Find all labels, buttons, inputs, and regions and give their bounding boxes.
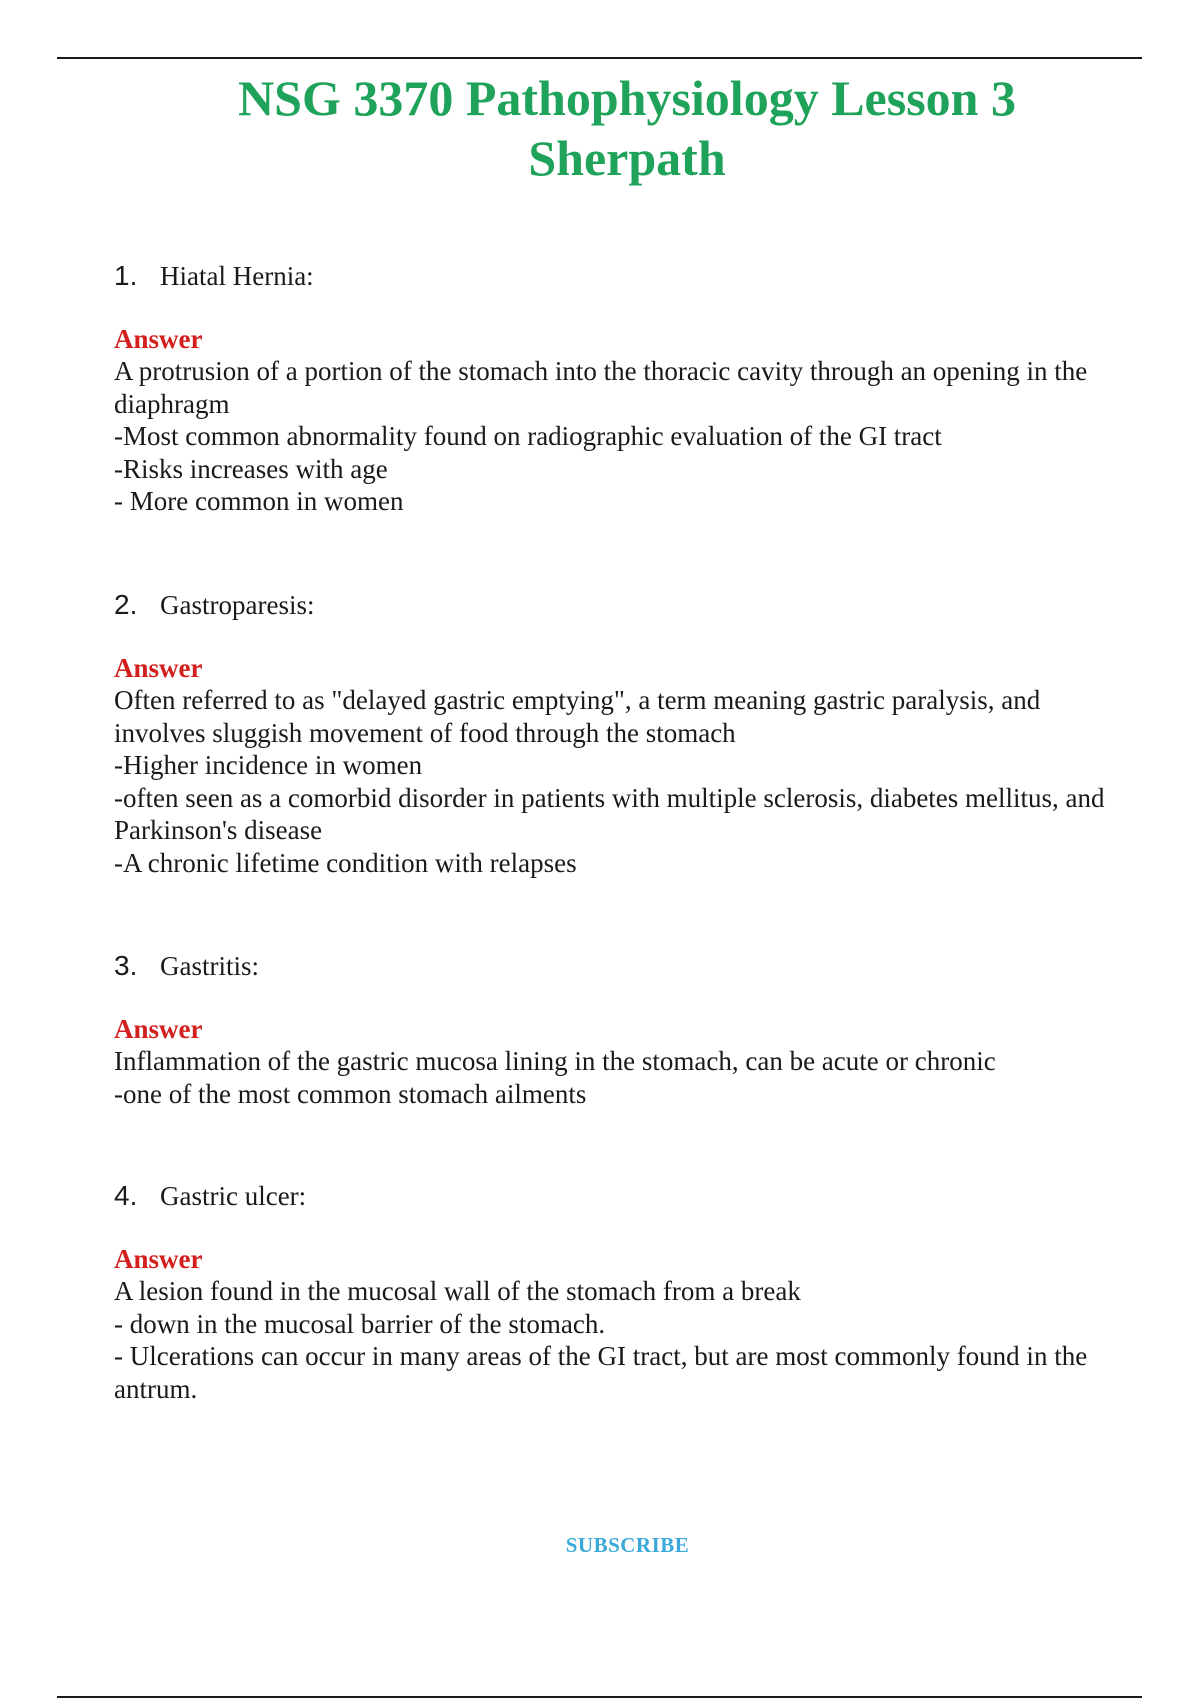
answer-line: - down in the mucosal barrier of the stomach. <box>114 1308 606 1339</box>
answer-line: -Higher incidence in women <box>114 750 423 780</box>
question-heading <box>114 1180 1134 1212</box>
answer-label: Answer <box>114 1014 203 1044</box>
answer-body <box>114 1045 1134 1110</box>
question-heading <box>114 950 1134 982</box>
answer-line: -Most common abnormality found on radiographic evaluation of the GI tract <box>114 421 942 451</box>
answer-line: Inflammation of the gastric mucosa lining in the stomach, can be acute or chronic <box>114 1046 996 1076</box>
question-prompt: Gastroparesis: <box>160 590 315 620</box>
question-1 <box>114 260 1134 518</box>
subscribe-link[interactable]: SUBSCRIBE <box>565 1533 690 1557</box>
answer-line: A lesion found in the mucosal wall of the stomach from a break <box>114 1276 801 1306</box>
answer-line: - Ulcerations can occur in many areas of the GI tract, but are most commonly found in the antrum. <box>114 1341 1088 1404</box>
answer-line: -often seen as a comorbid disorder in patients with multiple sclerosis, diabetes mellitus, and Parkinson's disease <box>114 782 1105 845</box>
page-title-line-1: NSG 3370 Pathophysiology Lesson 3 <box>238 70 1016 126</box>
answer-label: Answer <box>114 324 203 354</box>
question-prompt: Gastric ulcer: <box>160 1181 307 1211</box>
question-heading <box>114 260 1134 292</box>
answer-line: -A chronic lifetime condition with relapses <box>114 847 577 878</box>
question-number: 4. <box>114 1180 138 1211</box>
page-title-line-2: Sherpath <box>528 130 726 186</box>
answer-line: -Risks increases with age <box>114 453 388 484</box>
answer-line: Often referred to as "delayed gastric emptying", a term meaning gastric paralysis, and involves sluggish movement of food through the stomach <box>114 685 1041 748</box>
question-number: 3. <box>114 950 138 981</box>
answer-label: Answer <box>114 653 203 683</box>
answer-body <box>114 355 1134 518</box>
answer-body <box>114 1275 1134 1405</box>
answer-line: -one of the most common stomach ailments <box>114 1078 587 1109</box>
question-2 <box>114 589 1134 879</box>
question-number: 2. <box>114 589 138 620</box>
top-rule <box>57 57 1142 59</box>
question-heading <box>114 589 1134 621</box>
question-prompt: Gastritis: <box>160 951 259 981</box>
bottom-rule <box>57 1696 1142 1698</box>
question-4 <box>114 1180 1134 1405</box>
page-title <box>57 68 1197 188</box>
answer-line: A protrusion of a portion of the stomach into the thoracic cavity through an opening in the diaphragm <box>114 356 1088 419</box>
answer-body <box>114 684 1134 879</box>
question-3 <box>114 950 1134 1110</box>
question-number: 1. <box>114 260 138 291</box>
answer-line: - More common in women <box>114 486 404 516</box>
answer-label: Answer <box>114 1244 203 1274</box>
question-prompt: Hiatal Hernia: <box>160 261 314 291</box>
